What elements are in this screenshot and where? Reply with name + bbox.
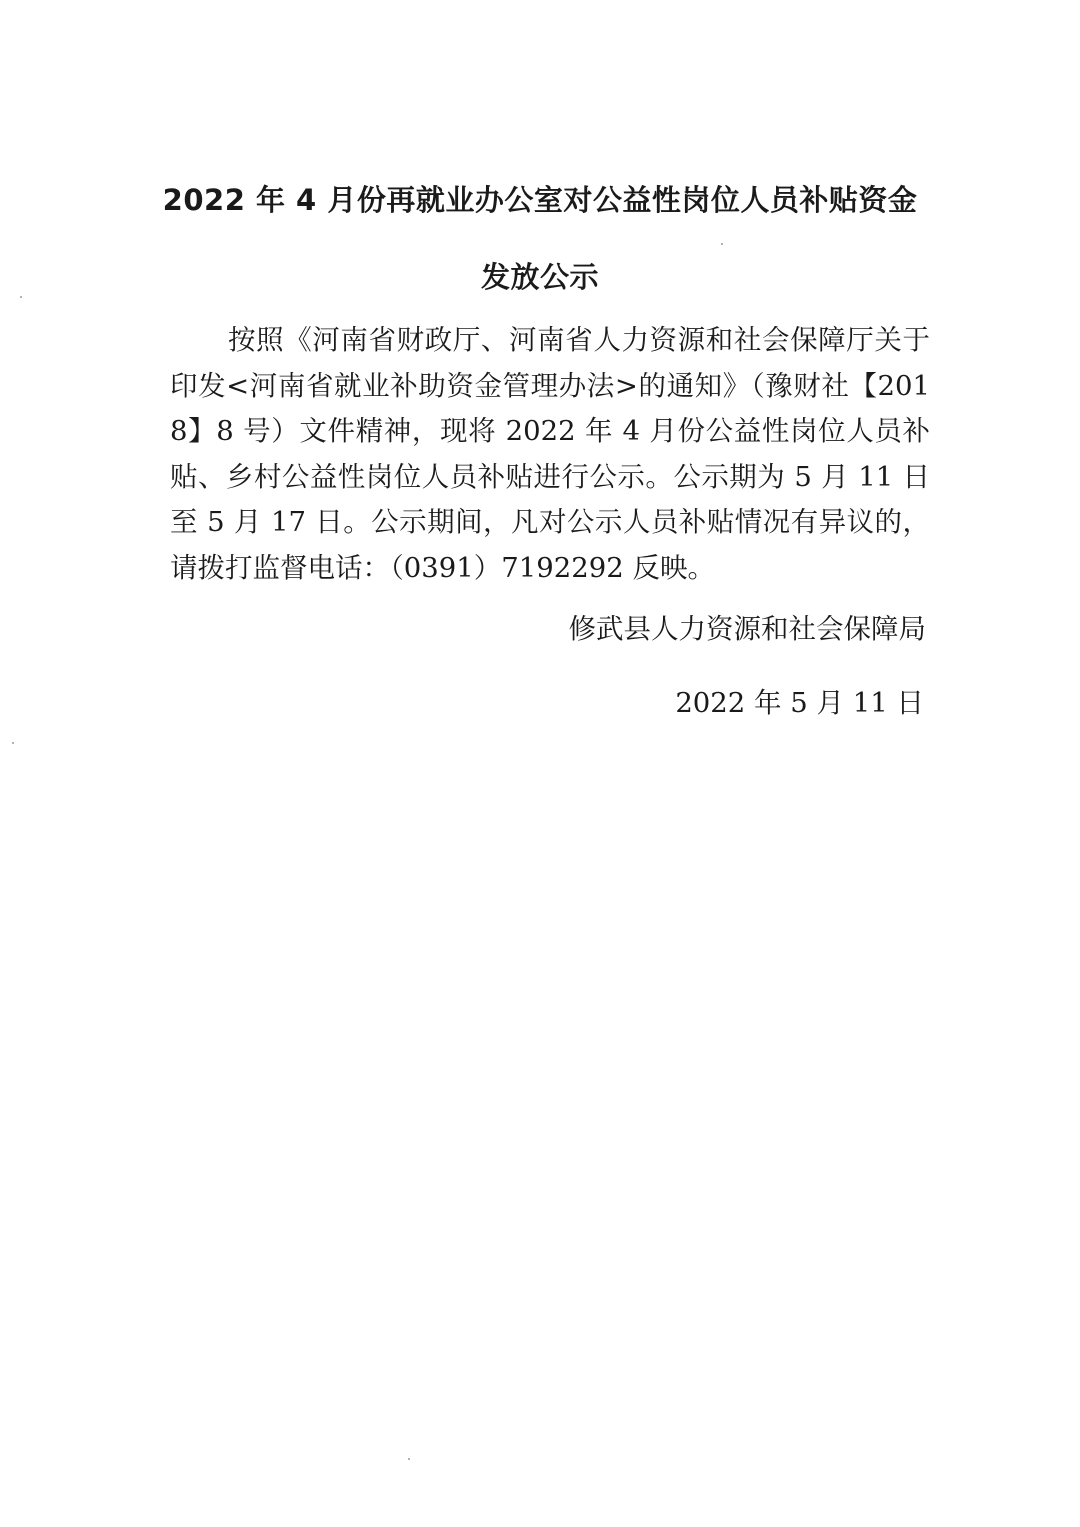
issue-date: 2022 年 5 月 11 日	[675, 687, 924, 719]
notice-title-line-1: 2022 年 4 月份再就业办公室对公益性岗位人员补贴资金	[162, 183, 918, 217]
scan-speck	[721, 243, 723, 245]
scan-speck	[408, 1458, 410, 1460]
notice-title-line-2: 发放公示	[480, 260, 599, 294]
scan-speck	[20, 296, 22, 298]
notice-body-paragraph: 按照《河南省财政厅、河南省人力资源和社会保障厅关于印发<河南省就业补助资金管理办法>的通知》（豫财社【2018】8 号）文件精神，现将 2022 年 4 月份公益性岗位人员补贴、乡村公益性岗位人员补贴进行公示。公示期为 5 月 11 日至 5 月 17 日。公示期间，凡对公示人员补贴情况有异议的，请拨打监督电话：（0391）7192292 反映。	[170, 324, 930, 584]
issuing-authority: 修武县人力资源和社会保障局	[568, 613, 926, 645]
scan-speck	[12, 742, 14, 744]
